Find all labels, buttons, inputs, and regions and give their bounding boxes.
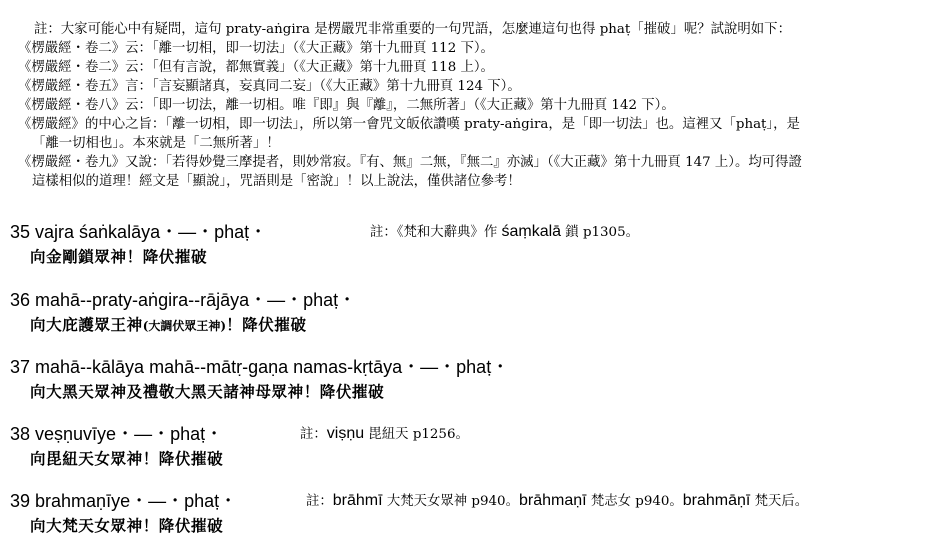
mantra-36 bbox=[10, 286, 357, 334]
note-line: 註：大家可能心中有疑問，這句 praty-aṅgira 是楞嚴咒非常重要的一句咒語，怎麼連這句也得 phaṭ「摧破」呢？試說明如下： bbox=[34, 22, 791, 37]
note-line: 《楞嚴經・卷九》又說：「若得妙覺三摩提者，則妙常寂。『有、無』二無，『無二』亦滅」（《大正藏》第十九冊頁 147 上）。均可得證 bbox=[18, 155, 802, 170]
mantra-translation: 向毘紐天女眾神！降伏摧破 bbox=[30, 449, 224, 468]
mantra-note: 註：brāhmī 大梵天女眾神 p940。brāhmaṇī 梵志女 p940。brahmāṇī 梵天后。 bbox=[306, 492, 809, 509]
mantra-text: 35 vajra śaṅkalāya・—・phaṭ・ bbox=[10, 222, 268, 242]
mantra-text: 39 brahmaṇīye・—・phaṭ・ bbox=[10, 491, 238, 511]
note-line: 這樣相似的道理！經文是「顯說」，咒語則是「密說」！以上說法，僅供諸位參考！ bbox=[32, 174, 521, 189]
mantra-35 bbox=[10, 218, 639, 266]
note-line: 《楞嚴經》的中心之旨：「離一切相，即一切法」，所以第一會咒文皈依讚嘆 praty-aṅgira，是「即一切法」也。這裡又「phaṭ」，是 bbox=[18, 117, 800, 132]
mantra-text: 36 mahā--praty-aṅgira--rājāya・—・phaṭ・ bbox=[10, 290, 357, 310]
note-line: 「離一切相也」。本來就是「二無所著」！ bbox=[32, 136, 280, 151]
mantra-note: 註：viṣṇu 毘紐天 p1256。 bbox=[300, 425, 469, 442]
mantra-38 bbox=[10, 420, 469, 468]
note-line: 《楞嚴經・卷五》言：「言妄顯諸真，妄真同二妄」（《大正藏》第十九冊頁 124 下）。 bbox=[18, 79, 521, 94]
mantra-37 bbox=[10, 353, 510, 401]
mantra-note: 註：《梵和大辭典》作 śaṃkalā 鎖 p1305。 bbox=[370, 223, 639, 240]
mantra-text: 37 mahā--kālāya mahā--mātṛ-gaṇa namas-kṛtāya・—・phaṭ・ bbox=[10, 357, 510, 377]
mantra-translation: 向大梵天女眾神！降伏摧破 bbox=[30, 516, 224, 535]
mantra-text: 38 veṣṇuvīye・—・phaṭ・ bbox=[10, 424, 224, 444]
mantra-39 bbox=[10, 487, 809, 535]
mantra-translation: 向大庇護眾王神(大調伏眾王神)！降伏摧破 bbox=[30, 315, 307, 334]
note-line: 《楞嚴經・卷二》云：「但有言說，都無實義」（《大正藏》第十九冊頁 118 上）。 bbox=[18, 60, 494, 75]
commentary-note bbox=[18, 20, 918, 191]
note-line: 《楞嚴經・卷二》云：「離一切相，即一切法」（《大正藏》第十九冊頁 112 下）。 bbox=[18, 41, 494, 56]
note-line: 《楞嚴經・卷八》云：「即一切法，離一切相。唯『即』與『離』，二無所著」（《大正藏》第十九冊頁 142 下）。 bbox=[18, 98, 675, 113]
mantra-translation: 向大黑天眾神及禮敬大黑天諸神母眾神！降伏摧破 bbox=[30, 382, 385, 401]
mantra-translation: 向金剛鎖眾神！降伏摧破 bbox=[30, 247, 208, 266]
